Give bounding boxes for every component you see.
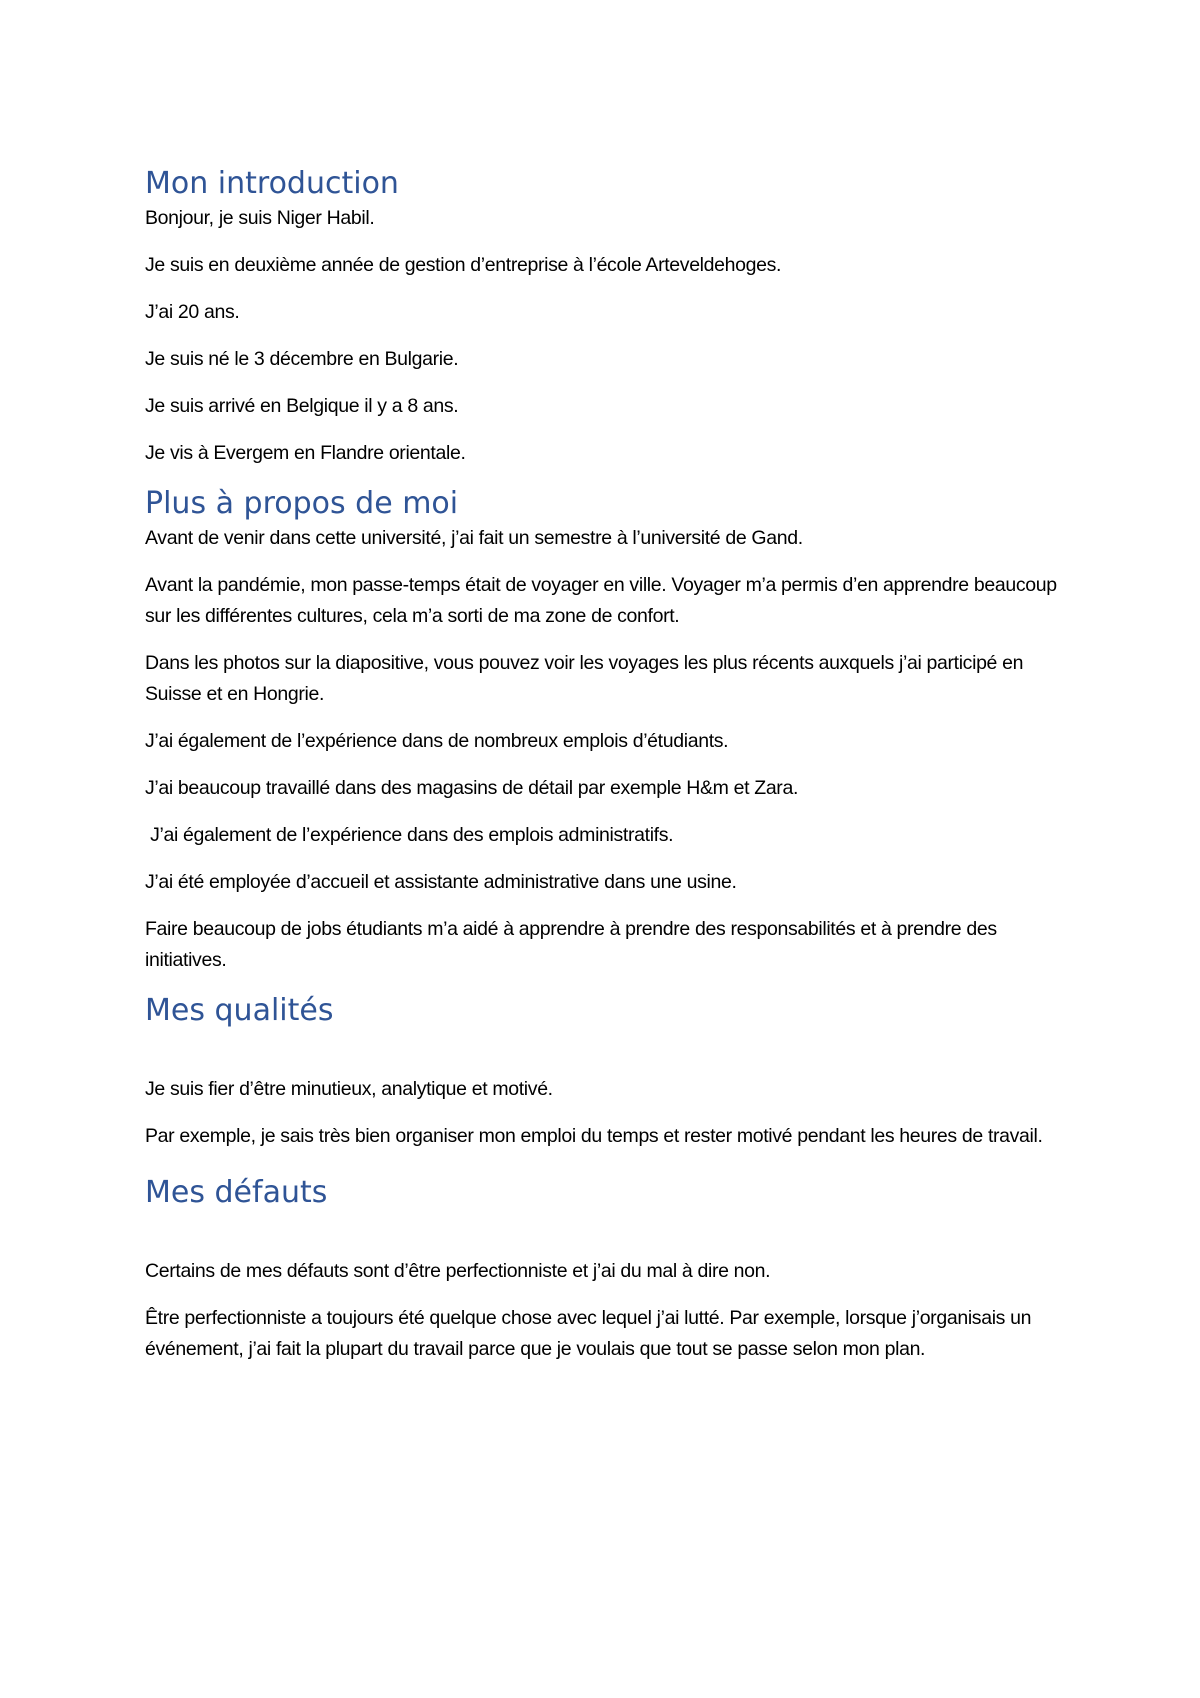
paragraph: J’ai également de l’expérience dans des emplois administratifs.: [145, 824, 674, 846]
paragraph: J’ai également de l’expérience dans de nombreux emplois d’étudiants.: [145, 730, 729, 752]
paragraph: Avant de venir dans cette université, j’ai fait un semestre à l’université de Gand.: [145, 527, 803, 549]
heading-plus-a-propos-de-moi: Plus à propos de moi: [145, 486, 459, 521]
paragraph: J’ai 20 ans.: [145, 301, 240, 323]
paragraph: Je suis fier d’être minutieux, analytique et motivé.: [145, 1078, 553, 1100]
document-body: [145, 165, 1075, 1381]
paragraph: J’ai beaucoup travaillé dans des magasins de détail par exemple H&m et Zara.: [145, 777, 799, 799]
section-introduction: [145, 165, 1075, 469]
section-mes-defauts: [145, 1174, 1075, 1365]
paragraph: Dans les photos sur la diapositive, vous pouvez voir les voyages les plus récents auxquels j’ai participé en Suisse et en Hongrie.: [145, 652, 1024, 705]
heading-mon-introduction: Mon introduction: [145, 166, 399, 201]
paragraph: J’ai été employée d’accueil et assistante administrative dans une usine.: [145, 871, 737, 893]
paragraph: Certains de mes défauts sont d’être perfectionniste et j’ai du mal à dire non.: [145, 1260, 771, 1282]
paragraph: Faire beaucoup de jobs étudiants m’a aidé à apprendre à prendre des responsabilités et à prendre des initiatives.: [145, 918, 997, 971]
paragraph: Être perfectionniste a toujours été quelque chose avec lequel j’ai lutté. Par exemple, lorsque j’organisais un événement, j’ai fait la plupart du travail parce que je voulais que tout se passe selon mon plan.: [145, 1307, 1032, 1360]
section-mes-qualites: [145, 992, 1075, 1152]
paragraph: Je suis arrivé en Belgique il y a 8 ans.: [145, 395, 459, 417]
heading-mes-qualites: Mes qualités: [145, 993, 334, 1028]
paragraph: Je suis en deuxième année de gestion d’entreprise à l’école Arteveldehoges.: [145, 254, 782, 276]
paragraph: Je vis à Evergem en Flandre orientale.: [145, 442, 466, 464]
paragraph: Par exemple, je sais très bien organiser mon emploi du temps et rester motivé pendant les heures de travail.: [145, 1125, 1043, 1147]
heading-mes-defauts: Mes défauts: [145, 1175, 328, 1210]
paragraph: Je suis né le 3 décembre en Bulgarie.: [145, 348, 459, 370]
paragraph: Bonjour, je suis Niger Habil.: [145, 207, 375, 229]
section-plus-a-propos: [145, 485, 1075, 976]
paragraph: Avant la pandémie, mon passe-temps était de voyager en ville. Voyager m’a permis d’en apprendre beaucoup sur les différentes cultures, cela m’a sorti de ma zone de confort.: [145, 574, 1057, 627]
